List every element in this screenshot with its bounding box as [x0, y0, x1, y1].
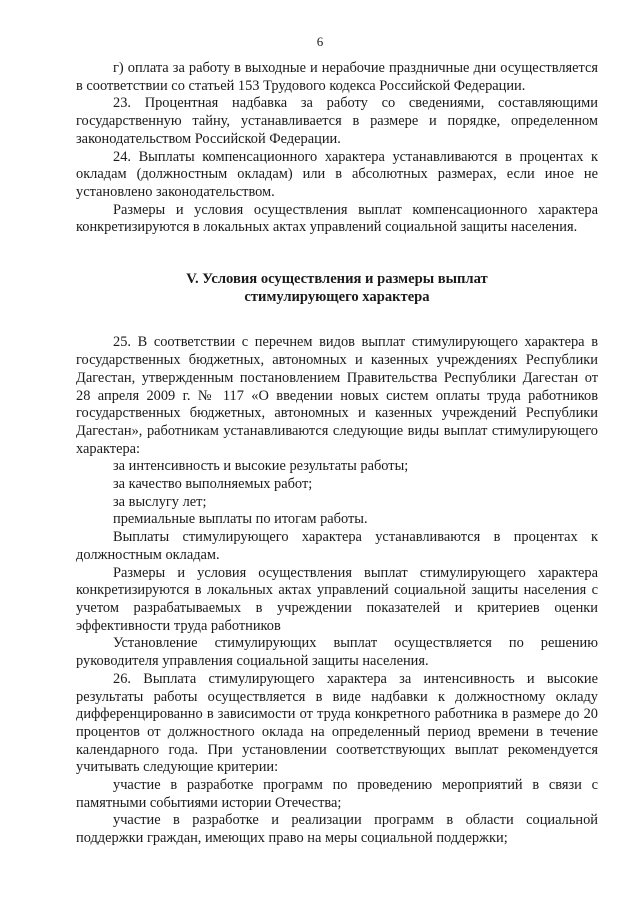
paragraph-26: 26. Выплата стимулирующего характера за интенсивность и высокие результаты работы осуществляется в виде надбавки к должностному окладу дифференцированно в зависимости от труда конкретного работника в размере до 20 процентов от должностного оклада на определенный период времени в течение календарного года. При установлении соответствующих выплат рекомендуется учитывать следующие критерии:: [76, 670, 598, 776]
paragraph-compensation-local-acts: Размеры и условия осуществления выплат компенсационного характера конкретизируются в локальных актах управлений социальной защиты населения.: [76, 201, 598, 236]
paragraph-stimulating-local-acts: Размеры и условия осуществления выплат стимулирующего характера конкретизируются в локальных актах управлений социальной защиты населения с учетом разрабатываемых в учреждении показателей и критериев оценки эффективности труда работников: [76, 564, 598, 634]
paragraph-establishment-decision: Установление стимулирующих выплат осуществляется по решению руководителя управления социальной защиты населения.: [76, 635, 598, 670]
section-heading-line-2: стимулирующего характера: [244, 288, 430, 305]
section-heading-line-1: V. Условия осуществления и размеры выплат: [186, 271, 488, 288]
paragraph-25: 25. В соответствии с перечнем видов выплат стимулирующего характера в государственных бюджетных, автономных и казенных учреждениях Республики Дагестан, утвержденным постановлением Правительства Республики Дагестан от 28 апреля 2009 г. № 117 «О введении новых систем оплаты труда работников государственных бюджетных, автономных и казенных учреждений Республики Дагестан», работникам устанавливаются следующие виды выплат стимулирующего характера:: [76, 334, 598, 457]
list-item-intensity: за интенсивность и высокие результаты работы;: [113, 458, 409, 475]
document-body: [76, 60, 598, 848]
page-number: 6: [316, 34, 324, 49]
paragraph-percent-of-salary: Выплаты стимулирующего характера устанавливаются в процентах к должностным окладам.: [76, 529, 598, 563]
list-item-quality: за качество выполняемых работ;: [113, 476, 313, 493]
list-item-bonus: премиальные выплаты по итогам работы.: [113, 511, 368, 528]
paragraph-24: 24. Выплаты компенсационного характера устанавливаются в процентах к окладам (должностным окладам) или в абсолютных размерах, если иное не установлено законодательством.: [76, 148, 598, 200]
paragraph-payment-weekends: г) оплата за работу в выходные и нерабочие праздничные дни осуществляется в соответствии со статьей 153 Трудового кодекса Российской Федерации.: [76, 60, 598, 94]
list-item-seniority: за выслугу лет;: [113, 493, 207, 510]
section-heading: [76, 271, 598, 306]
criterion-social-support: участие в разработке и реализации программ в области социальной поддержки граждан, имеющих право на меры социальной поддержки;: [76, 812, 598, 847]
paragraph-23: 23. Процентная надбавка за работу со сведениями, составляющими государственную тайну, устанавливается в размере и порядке, определенном законодательством Российской Федерации.: [76, 95, 598, 147]
criterion-memorable-events: участие в разработке программ по проведению мероприятий в связи с памятными событиями истории Отечества;: [76, 777, 598, 811]
